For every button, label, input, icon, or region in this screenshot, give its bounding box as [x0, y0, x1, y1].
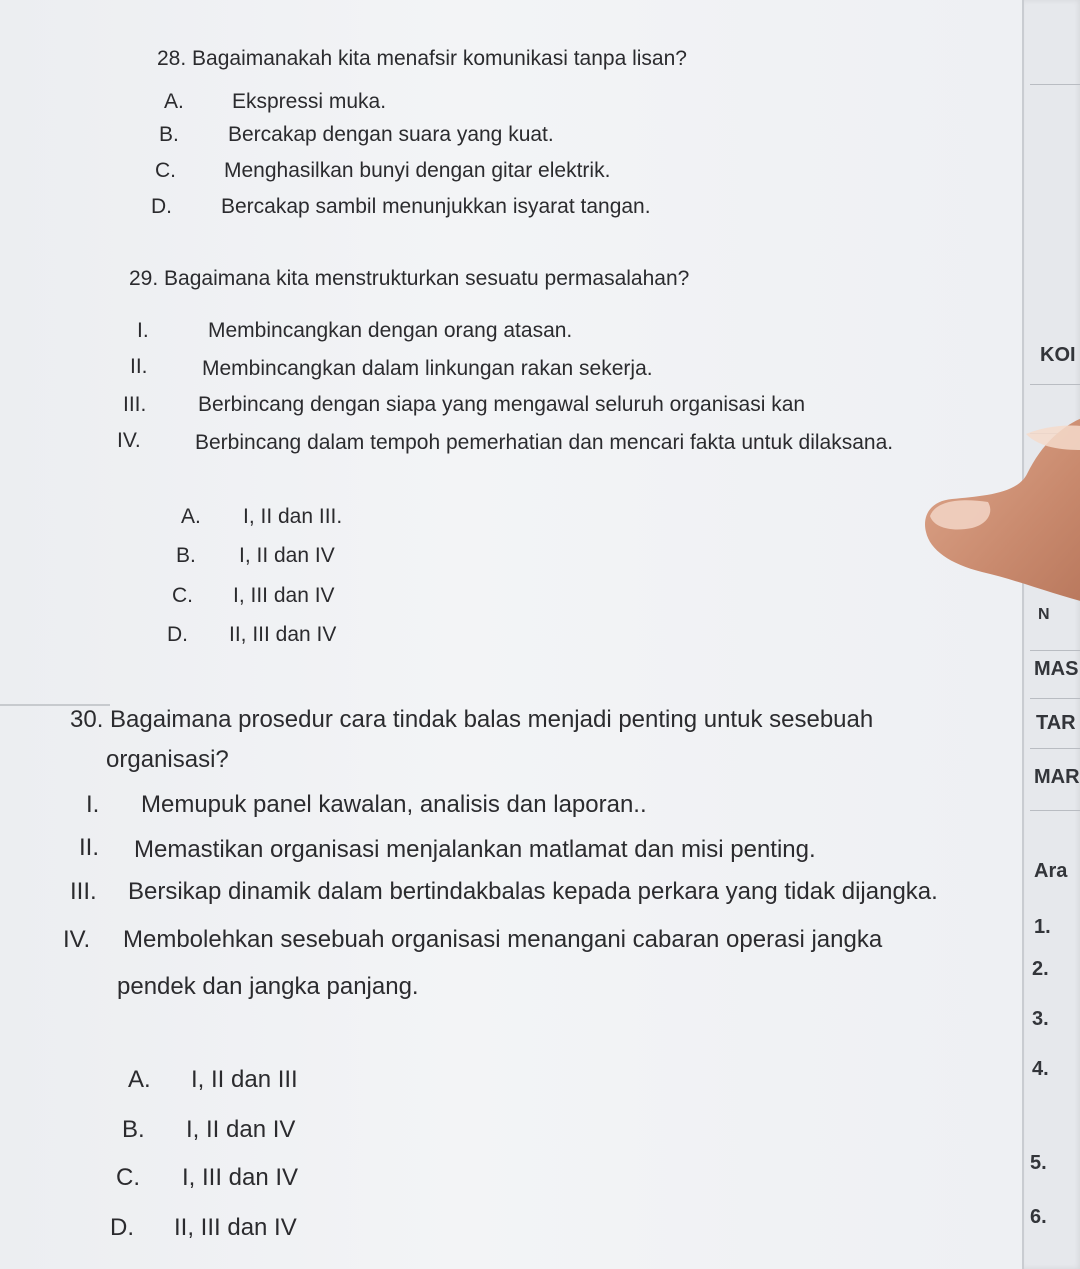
q29-option-c-letter: C. [172, 584, 193, 607]
q28-option-a-text: Ekspressi muka. [232, 90, 387, 113]
next-page-number: 6. [1030, 1206, 1047, 1228]
q30-question-line2: organisasi? [106, 746, 229, 773]
q29-option-c-text: I, III dan IV [233, 584, 335, 607]
next-page-word: Ara [1034, 860, 1068, 882]
next-page-word: TAR [1036, 712, 1076, 734]
q29-statement-4-num: IV. [117, 429, 141, 452]
q29-statement-4-text: Berbincang dalam tempoh pemerhatian dan mencari fakta untuk dilaksana. [195, 431, 894, 454]
next-page-rule [1030, 748, 1080, 749]
q29-option-a-text: I, II dan III. [243, 505, 343, 528]
q29-statement-3-num: III. [123, 393, 147, 416]
next-page-number: 5. [1030, 1152, 1047, 1174]
q29-option-b-letter: B. [176, 544, 196, 567]
q30-statement-3-num: III. [70, 878, 97, 905]
q29-option-b-text: I, II dan IV [239, 544, 335, 567]
next-page-word: N [1038, 606, 1050, 623]
next-page-edge [1022, 0, 1080, 1269]
q28-option-d-text: Bercakap sambil menunjukkan isyarat tangan. [221, 195, 651, 218]
q29-statement-1-text: Membincangkan dengan orang atasan. [208, 319, 573, 342]
finger-photo [922, 404, 1080, 604]
q29-option-d-text: II, III dan IV [229, 623, 337, 646]
q30-option-a-letter: A. [128, 1066, 151, 1093]
next-page-number: 2. [1032, 958, 1049, 980]
q30-option-c-letter: C. [116, 1164, 140, 1191]
q30-statement-1-num: I. [86, 791, 100, 818]
next-page-rule [1030, 698, 1080, 699]
next-page-rule [1030, 84, 1080, 85]
q30-option-d-letter: D. [110, 1214, 134, 1241]
next-page-number: 4. [1032, 1058, 1049, 1080]
next-page-number: 3. [1032, 1008, 1049, 1030]
next-page-rule [1030, 810, 1080, 811]
next-page-word: MAS [1034, 658, 1079, 680]
q30-statement-4-continued: pendek dan jangka panjang. [117, 973, 419, 1000]
q29-option-d-letter: D. [167, 623, 188, 646]
q30-statement-2-text: Memastikan organisasi menjalankan matlamat dan misi penting. [134, 836, 816, 863]
q29-statement-1-num: I. [137, 319, 149, 342]
q29-statement-2-num: II. [130, 355, 148, 378]
next-page-rule [1030, 384, 1080, 385]
q30-statement-4-num: IV. [63, 926, 91, 953]
next-page-number: 1. [1034, 916, 1051, 938]
next-page-word: MAR [1034, 766, 1080, 788]
q28-option-c-letter: C. [155, 159, 176, 182]
q28-option-d-letter: D. [151, 195, 172, 218]
q30-option-b-text: I, II dan IV [186, 1116, 296, 1143]
q30-statement-2-num: II. [79, 834, 100, 861]
q28-option-b-text: Bercakap dengan suara yang kuat. [228, 123, 554, 146]
q28-option-c-text: Menghasilkan bunyi dengan gitar elektrik. [224, 159, 611, 182]
q29-option-a-letter: A. [181, 505, 201, 528]
q30-question-line1: 30. Bagaimana prosedur cara tindak balas menjadi penting untuk sesebuah [70, 706, 874, 733]
q29-question: 29. Bagaimana kita menstrukturkan sesuatu permasalahan? [129, 267, 690, 290]
q30-option-a-text: I, II dan III [191, 1066, 298, 1093]
q30-statement-1-text: Memupuk panel kawalan, analisis dan laporan.. [141, 791, 647, 818]
next-page-rule [1030, 650, 1080, 651]
q28-option-b-letter: B. [159, 123, 179, 146]
q28-option-a-letter: A. [164, 90, 184, 113]
q28-question: 28. Bagaimanakah kita menafsir komunikasi tanpa lisan? [157, 47, 687, 70]
q30-statement-4-text: Membolehkan sesebuah organisasi menangani cabaran operasi jangka [123, 926, 883, 953]
q30-statement-3-text: Bersikap dinamik dalam bertindakbalas kepada perkara yang tidak dijangka. [128, 878, 938, 905]
q29-statement-3-text: Berbincang dengan siapa yang mengawal seluruh organisasi kan [198, 393, 806, 416]
q29-statement-2-text: Membincangkan dalam linkungan rakan sekerja. [202, 357, 653, 380]
q30-option-c-text: I, III dan IV [182, 1164, 299, 1191]
next-page-word: KOI [1040, 344, 1076, 366]
q30-option-b-letter: B. [122, 1116, 145, 1143]
q30-option-d-text: II, III dan IV [174, 1214, 297, 1241]
